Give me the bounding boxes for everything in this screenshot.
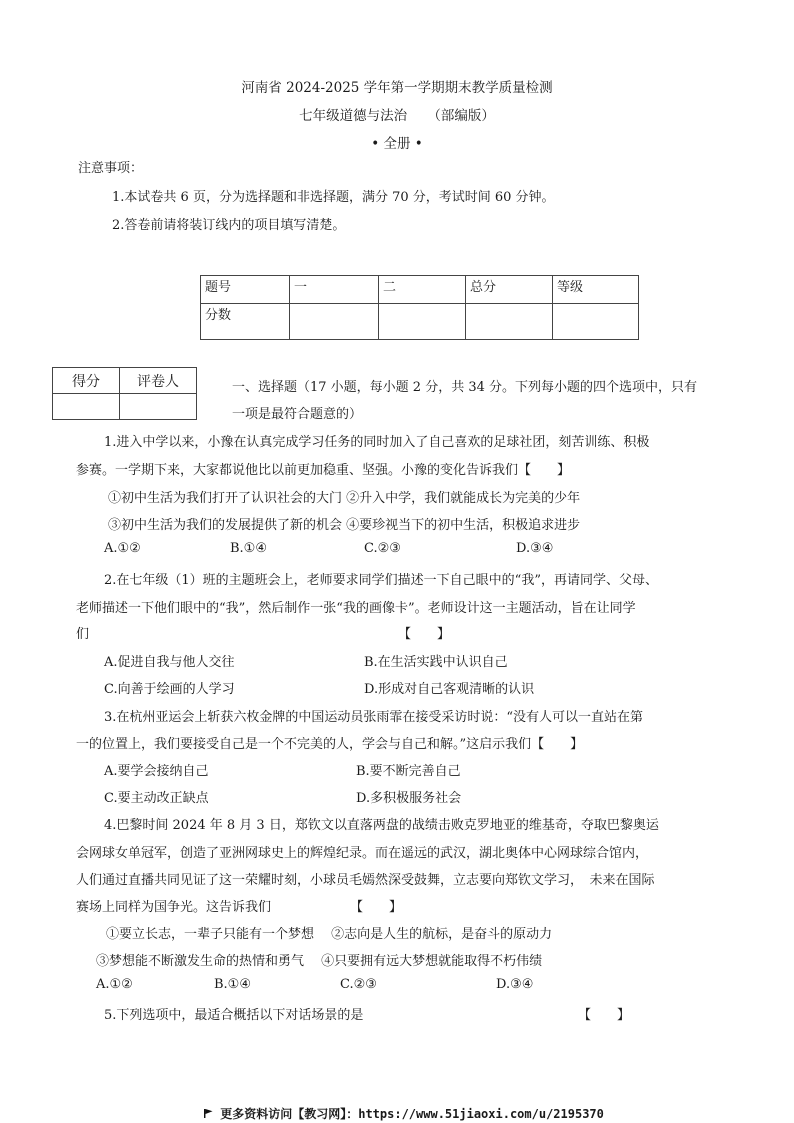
question-4-text-cont: 会网球女单冠军，创造了亚洲网球史上的辉煌纪录。而在遥远的武汉，湖北奥体中心网球综合馆内， [76,846,649,861]
score-header-number: 题号 [201,276,290,304]
question-1-option-b[interactable]: B.①④ [230,541,267,556]
question-2-option-d[interactable]: D.形成对自己客观清晰的认识 [364,682,535,697]
score-cell[interactable] [553,304,639,340]
exam-subject: 七年级道德与法治 （部编版） [299,108,495,124]
question-5-text: 5.下列选项中，最适合概括以下对话场景的是 [104,1008,364,1023]
question-4-option-b[interactable]: B.①④ [214,977,251,992]
question-4-text: 4.巴黎时间 2024 年 8 月 3 日，郑钦文以直落两盘的战绩击败克罗地亚的维基奇，夺取巴黎奥运 [104,818,659,833]
question-3-option-c[interactable]: C.要主动改正缺点 [104,791,209,806]
note-item-2: 2.答卷前请将装订线内的项目填写清楚。 [112,218,346,233]
section-heading-cont: 一项是最符合题意的） [232,407,363,422]
answer-bracket: 【 】 [578,1008,631,1023]
footer-link[interactable] [204,1105,604,1122]
note-item-1: 1.本试卷共 6 页，分为选择题和非选择题，满分 70 分，考试时间 60 分钟。 [112,190,555,205]
question-1-option-d[interactable]: D.③④ [516,541,554,556]
exam-scope: • 全册 • [371,136,423,152]
question-4-option-c[interactable]: C.②③ [340,977,377,992]
score-header-total: 总分 [466,276,553,304]
score-header-part1: 一 [290,276,379,304]
score-table [200,275,639,340]
question-3-option-d[interactable]: D.多积极服务社会 [356,791,462,806]
question-1-text: 1.进入中学以来，小豫在认真完成学习任务的同时加入了自己喜欢的足球社团，刻苦训练、积极 [104,435,650,450]
score-header-part2: 二 [379,276,466,304]
question-3-text: 3.在杭州亚运会上斩获六枚金牌的中国运动员张雨霏在接受采访时说：“没有人可以一直站在第 [104,710,644,725]
score-cell[interactable] [466,304,553,340]
question-1-text-cont: 参赛。一学期下来，大家都说他比以前更加稳重、坚强。小豫的变化告诉我们【 】 [76,463,571,478]
grader-name-label: 评卷人 [120,368,197,394]
question-2-option-b[interactable]: B.在生活实践中认识自己 [364,655,508,670]
score-header-grade: 等级 [553,276,639,304]
question-3-option-a[interactable]: A.要学会接纳自己 [104,764,209,779]
question-3-option-b[interactable]: B.要不断完善自己 [356,764,461,779]
score-cell[interactable] [290,304,379,340]
question-4-text-cont: 赛场上同样为国争光。这告诉我们 [76,900,272,915]
flag-icon [204,1109,213,1118]
footer-text: 更多资料访问【教习网】：https://www.51jiaoxi.com/u/2195370 [220,1107,604,1121]
grader-score-cell[interactable] [53,394,120,420]
score-cell[interactable] [379,304,466,340]
question-2-text-cont: 老师描述一下他们眼中的“我”，然后制作一张“我的画像卡”。老师设计这一主题活动，旨在让同学 [76,601,636,616]
section-heading: 一、选择题（17 小题，每小题 2 分，共 34 分。下列每小题的四个选项中，只有 [232,380,698,395]
question-2-text: 2.在七年级（1）班的主题班会上，老师要求同学们描述一下自己眼中的“我”，再请同学、父母、 [104,573,658,588]
question-4-option-d[interactable]: D.③④ [496,977,534,992]
question-4-text-cont: 人们通过直播共同见证了这一荣耀时刻，小球员毛嫣然深受鼓舞，立志要向郑钦文学习， 未来在国际 [76,873,655,888]
question-4-option-a[interactable]: A.①② [96,977,133,992]
grader-name-cell[interactable] [120,394,197,420]
notes-title: 注意事项： [78,161,144,176]
question-1-statement: ①初中生活为我们打开了认识社会的大门 ②升入中学，我们就能成长为完美的少年 [108,491,581,506]
question-2-option-c[interactable]: C.向善于绘画的人学习 [104,682,235,697]
question-1-statement: ③初中生活为我们的发展提供了新的机会 ④要珍视当下的初中生活，积极追求进步 [108,518,581,533]
grader-score-label: 得分 [53,368,120,394]
question-1-option-c[interactable]: C.②③ [364,541,401,556]
question-2-text-cont: 们 [76,627,90,642]
question-1-option-a[interactable]: A.①② [104,541,141,556]
question-2-option-a[interactable]: A.促进自我与他人交往 [104,655,235,670]
score-row-label: 分数 [201,304,290,340]
exam-title: 河南省 2024-2025 学年第一学期期末教学质量检测 [241,80,553,96]
answer-bracket: 【 】 [398,627,451,642]
answer-bracket: 【 】 [350,900,403,915]
grader-table [52,367,197,420]
question-4-statement: ③梦想能不断激发生命的热情和勇气 ④只要拥有远大梦想就能取得不朽伟绩 [96,954,543,969]
question-3-text-cont: 一的位置上，我们要接受自己是一个不完美的人，学会与自己和解。”这启示我们【 】 [76,737,584,752]
question-4-statement: ①要立长志，一辈子只能有一个梦想 ②志向是人生的航标，是奋斗的原动力 [106,927,553,942]
